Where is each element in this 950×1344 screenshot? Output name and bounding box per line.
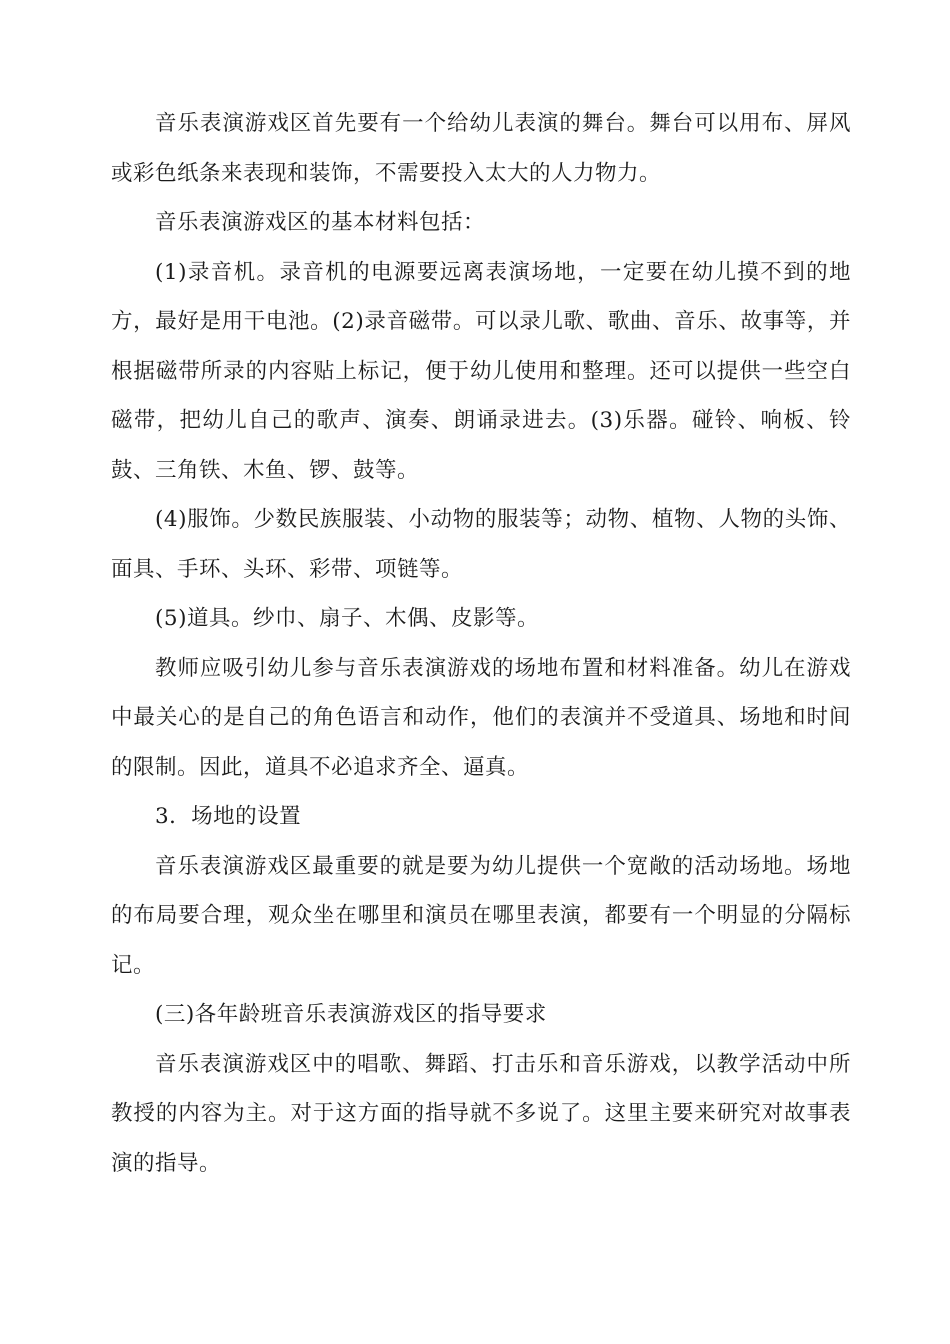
paragraph-materials-list: (1)录音机。录音机的电源要远离表演场地，一定要在幼儿摸不到的地方，最好是用干电池。(2)录音磁带。可以录儿歌、歌曲、音乐、故事等，并根据磁带所录的内容贴上标记，便于幼儿使用和整理。还可以提供一些空白磁带，把幼儿自己的歌声、演奏、朗诵录进去。(3)乐器。碰铃、响板、铃鼓、三角铁、木鱼、锣、鼓等。 [111,259,851,483]
paragraph-venue: 音乐表演游戏区最重要的就是要为幼儿提供一个宽敞的活动场地。场地的布局要合理，观众坐在哪里和演员在哪里表演，都要有一个明显的分隔标记。 [111,853,851,978]
paragraph-teacher: 教师应吸引幼儿参与音乐表演游戏的场地布置和材料准备。幼儿在游戏中最关心的是自己的角色语言和动作，他们的表演并不受道具、场地和时间的限制。因此，道具不必追求齐全、逼真。 [111,655,851,780]
section-heading-venue: 3．场地的设置 [155,804,302,829]
paragraph-props: (5)道具。纱巾、扇子、木偶、皮影等。 [155,606,539,631]
paragraph-stage: 音乐表演游戏区首先要有一个给幼儿表演的舞台。舞台可以用布、屏风或彩色纸条来表现和装饰，不需要投入太大的人力物力。 [111,111,851,186]
paragraph-materials-intro: 音乐表演游戏区的基本材料包括： [155,210,486,235]
document-page [111,99,851,1188]
paragraph-costumes: (4)服饰。少数民族服装、小动物的服装等；动物、植物、人物的头饰、面具、手环、头环、彩带、项链等。 [111,507,851,582]
section-heading-guidance: (三)各年龄班音乐表演游戏区的指导要求 [155,1002,547,1027]
paragraph-guidance: 音乐表演游戏区中的唱歌、舞蹈、打击乐和音乐游戏，以教学活动中所教授的内容为主。对于这方面的指导就不多说了。这里主要来研究对故事表演的指导。 [111,1051,851,1176]
